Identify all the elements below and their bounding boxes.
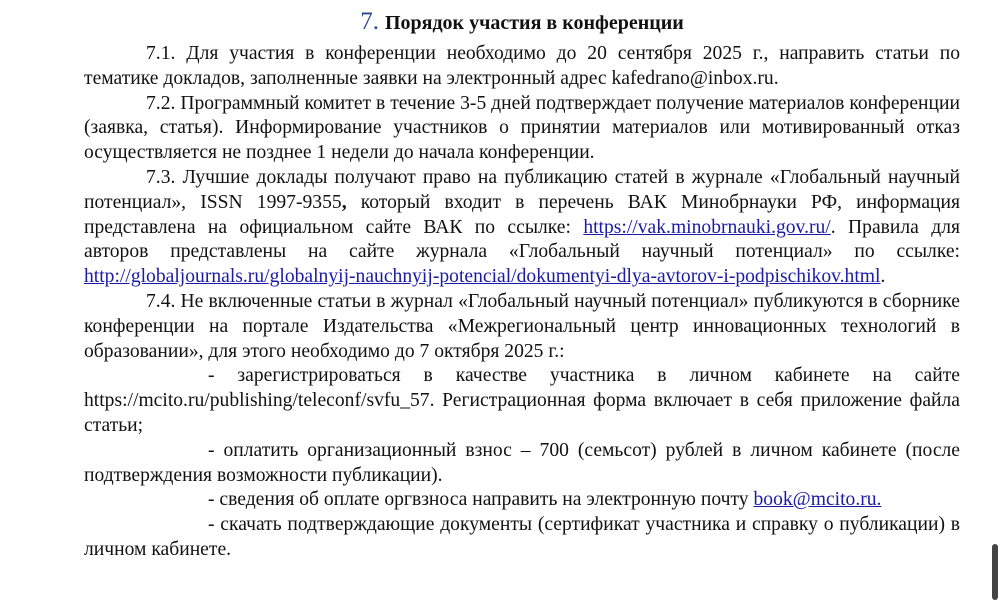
- bullet-send-payment-text: - сведения об оплате оргвзноса направить на электронную почту: [208, 489, 754, 511]
- document-page: [84, 0, 960, 563]
- bullet-pay-fee: - оплатить организационный взнос – 700 (семьсот) рублей в личном кабинете (после подтверждения возможности публикации).: [84, 439, 960, 486]
- paragraph-7-2: 7.2. Программный комитет в течение 3-5 дней подтверждает получение материалов конференции (заявка, статья). Информирование участников о принятии материалов или мотивированный отказ осуществляется не позднее 1 недели до начала конференции.: [84, 92, 960, 164]
- paragraph-7-3: [84, 166, 960, 290]
- section-title: Порядок участия в конференции: [384, 12, 684, 34]
- section-heading: [84, 0, 960, 42]
- bullet-download-docs: - скачать подтверждающие документы (сертификат участника и справку о публикации) в личном кабинете.: [84, 514, 960, 560]
- section-number: 7.: [360, 8, 379, 35]
- bullet-register: - зарегистрироваться в качестве участника в личном кабинете на сайте https://mcito.ru/publishing/teleconf/svfu_57. Регистрационная форма включает в себя приложение файла статьи;: [84, 365, 960, 436]
- p73-text-b: который входит в перечень ВАК Минобрнауки РФ, информация представлена на официальном сайте ВАК по ссылке:: [84, 191, 960, 238]
- paragraph-7-1: 7.1. Для участия в конференции необходимо до 20 сентября 2025 г., направить статьи по тематике докладов, заполненные заявки на электронный адрес kafedrano@inbox.ru.: [84, 43, 960, 89]
- bullet-send-payment: [84, 488, 960, 513]
- p73-text-c: . Правила для авторов представлены на сайте журнала «Глобальный научный потенциал» по ссылке:: [84, 216, 960, 263]
- p73-text-d: .: [880, 266, 886, 288]
- p73-bold-comma: ,: [341, 191, 347, 213]
- vak-link[interactable]: https://vak.minobrnauki.gov.ru/: [583, 216, 831, 238]
- scrollbar[interactable]: [992, 544, 998, 600]
- email-link[interactable]: book@mcito.ru.: [753, 489, 882, 511]
- paragraph-7-4: 7.4. Не включенные статьи в журнал «Глобальный научный потенциал» публикуются в сборнике конференции на портале Издательства «Межрегиональный центр инновационных технологий в образовании», для этого необходимо до 7 октября 2025 г.:: [84, 290, 960, 362]
- journal-rules-link[interactable]: http://globaljournals.ru/globalnyij-nauchnyij-potencial/dokumentyi-dlya-avtorov-i-podpischikov.html: [84, 266, 881, 288]
- p73-text-a: 7.3. Лучшие доклады получают право на публикацию статей в журнале «Глобальный научный потенциал», ISSN 1997-9355: [84, 166, 960, 213]
